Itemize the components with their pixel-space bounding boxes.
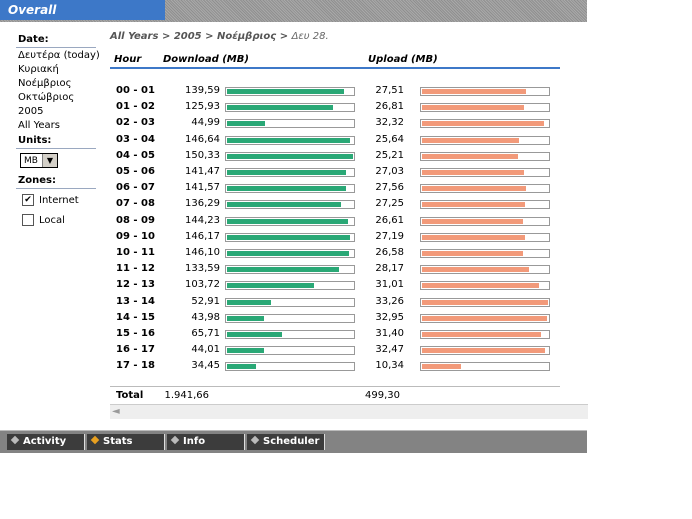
tab-label: Stats bbox=[103, 436, 133, 447]
upload-bar-fill bbox=[422, 219, 523, 224]
hour-cell: 16 - 17 bbox=[116, 344, 155, 356]
upload-cell: 32,95 bbox=[375, 311, 404, 323]
download-bar bbox=[225, 314, 355, 323]
hour-cell: 15 - 16 bbox=[116, 328, 155, 339]
download-cell: 34,45 bbox=[191, 360, 220, 372]
upload-bar bbox=[420, 152, 550, 161]
date-item-october[interactable]: Οκτώβριος bbox=[18, 92, 75, 103]
hour-cell: 09 - 10 bbox=[116, 230, 155, 242]
tab-stats[interactable] bbox=[87, 434, 165, 450]
upload-bar-fill bbox=[422, 138, 519, 143]
internet-label: Internet bbox=[39, 195, 79, 206]
download-cell: 43,98 bbox=[191, 311, 220, 323]
download-bar bbox=[225, 87, 355, 96]
hour-cell: 08 - 09 bbox=[116, 214, 155, 226]
upload-bar-fill bbox=[422, 364, 461, 369]
upload-bar-fill bbox=[422, 170, 524, 175]
hour-cell: 04 - 05 bbox=[116, 149, 155, 161]
breadcrumb-separator: > bbox=[161, 31, 171, 42]
diamond-icon bbox=[251, 436, 259, 444]
table-row bbox=[110, 99, 560, 115]
tab-scheduler[interactable] bbox=[247, 434, 325, 450]
date-item-today[interactable]: Δευτέρα (today) bbox=[18, 50, 100, 61]
upload-bar-fill bbox=[422, 154, 518, 159]
hour-cell: 13 - 14 bbox=[116, 295, 155, 307]
upload-cell: 32,32 bbox=[375, 117, 404, 129]
horizontal-scrollbar[interactable] bbox=[110, 404, 588, 419]
upload-cell: 25,64 bbox=[375, 133, 404, 145]
total-download: 1.941,66 bbox=[164, 390, 209, 401]
upload-bar bbox=[420, 346, 550, 355]
download-bar bbox=[225, 298, 355, 307]
download-bar-fill bbox=[227, 235, 350, 240]
table-row bbox=[110, 132, 560, 148]
table-row bbox=[110, 342, 560, 358]
upload-bar-fill bbox=[422, 235, 525, 240]
download-column-header: Download (MB) bbox=[163, 54, 249, 65]
table-row bbox=[110, 358, 560, 374]
scroll-left-icon[interactable]: ◄ bbox=[112, 406, 120, 417]
upload-cell: 28,17 bbox=[375, 263, 404, 275]
download-bar-fill bbox=[227, 251, 349, 256]
download-cell: 65,71 bbox=[191, 328, 220, 339]
hour-cell: 02 - 03 bbox=[116, 117, 155, 129]
download-cell: 144,23 bbox=[185, 214, 220, 226]
date-list bbox=[18, 49, 100, 133]
upload-cell: 27,25 bbox=[375, 198, 404, 210]
units-heading: Units: bbox=[18, 135, 52, 146]
zone-internet[interactable] bbox=[22, 194, 79, 208]
upload-bar-fill bbox=[422, 251, 523, 256]
breadcrumb-november[interactable]: Νοέμβριος bbox=[217, 31, 277, 42]
hour-cell: 17 - 18 bbox=[116, 360, 155, 372]
upload-cell: 31,40 bbox=[375, 328, 404, 339]
download-bar-fill bbox=[227, 89, 344, 94]
hour-cell: 11 - 12 bbox=[116, 263, 155, 275]
download-bar-fill bbox=[227, 202, 341, 207]
internet-checkbox[interactable]: ✔ bbox=[22, 194, 34, 206]
upload-cell: 27,19 bbox=[375, 230, 404, 242]
upload-bar bbox=[420, 184, 550, 193]
download-bar bbox=[225, 330, 355, 339]
breadcrumb-2005[interactable]: 2005 bbox=[173, 31, 202, 42]
download-bar-fill bbox=[227, 267, 339, 272]
download-cell: 141,47 bbox=[185, 166, 220, 177]
table-row bbox=[110, 277, 560, 293]
download-cell: 139,59 bbox=[185, 85, 220, 96]
date-heading: Date: bbox=[18, 34, 49, 45]
date-divider bbox=[16, 47, 96, 48]
table-row bbox=[110, 261, 560, 277]
upload-bar bbox=[420, 136, 550, 145]
hour-cell: 10 - 11 bbox=[116, 247, 155, 258]
upload-cell: 32,47 bbox=[375, 344, 404, 356]
table-row bbox=[110, 115, 560, 131]
zones-heading: Zones: bbox=[18, 175, 56, 186]
table-row bbox=[110, 148, 560, 164]
breadcrumb-separator: > bbox=[205, 31, 214, 42]
download-cell: 44,01 bbox=[191, 344, 220, 356]
table-row bbox=[110, 245, 560, 261]
download-bar bbox=[225, 346, 355, 355]
download-bar bbox=[225, 136, 355, 145]
upload-cell: 26,81 bbox=[375, 101, 404, 113]
download-bar-fill bbox=[227, 300, 271, 305]
upload-cell: 26,61 bbox=[375, 214, 404, 226]
zones-divider bbox=[16, 188, 96, 189]
table-row bbox=[110, 294, 560, 310]
download-bar bbox=[225, 362, 355, 371]
upload-bar bbox=[420, 168, 550, 177]
download-bar-fill bbox=[227, 170, 346, 175]
download-bar-fill bbox=[227, 186, 346, 191]
download-cell: 52,91 bbox=[191, 295, 220, 307]
upload-bar-fill bbox=[422, 283, 539, 288]
hour-cell: 06 - 07 bbox=[116, 182, 155, 194]
table-row bbox=[110, 196, 560, 212]
upload-bar bbox=[420, 314, 550, 323]
table-row bbox=[110, 310, 560, 326]
local-checkbox[interactable] bbox=[22, 214, 34, 226]
date-item-sunday[interactable]: Κυριακή bbox=[18, 64, 59, 75]
tab-label: Activity bbox=[23, 436, 67, 447]
table-row bbox=[110, 326, 560, 342]
window-title: Overall bbox=[0, 0, 165, 20]
download-bar-fill bbox=[227, 316, 264, 321]
upload-bar-fill bbox=[422, 316, 547, 321]
upload-bar-fill bbox=[422, 348, 545, 353]
hour-cell: 00 - 01 bbox=[116, 85, 155, 96]
download-bar-fill bbox=[227, 364, 256, 369]
upload-bar bbox=[420, 281, 550, 290]
download-cell: 150,33 bbox=[185, 149, 220, 161]
breadcrumb-separator: > bbox=[279, 31, 289, 42]
tab-label: Info bbox=[183, 436, 206, 447]
upload-bar bbox=[420, 362, 550, 371]
upload-bar-fill bbox=[422, 89, 526, 94]
upload-cell: 27,51 bbox=[375, 85, 404, 96]
download-bar bbox=[225, 103, 355, 112]
upload-bar-fill bbox=[422, 105, 524, 110]
upload-bar bbox=[420, 330, 550, 339]
upload-bar bbox=[420, 233, 550, 242]
date-item-all-years[interactable]: All Years bbox=[18, 120, 60, 131]
upload-cell: 26,58 bbox=[375, 247, 404, 258]
download-bar-fill bbox=[227, 154, 353, 159]
diamond-icon bbox=[11, 436, 19, 444]
download-cell: 146,17 bbox=[185, 230, 220, 242]
upload-bar-fill bbox=[422, 267, 529, 272]
upload-cell: 31,01 bbox=[375, 279, 404, 291]
table-row bbox=[110, 229, 560, 245]
units-selected-value: MB bbox=[24, 156, 38, 166]
title-bar bbox=[0, 0, 587, 22]
upload-bar-fill bbox=[422, 121, 544, 126]
download-bar bbox=[225, 119, 355, 128]
upload-bar-fill bbox=[422, 332, 541, 337]
hour-cell: 12 - 13 bbox=[116, 279, 155, 291]
table-row bbox=[110, 164, 560, 180]
upload-bar bbox=[420, 103, 550, 112]
upload-bar bbox=[420, 298, 550, 307]
total-row bbox=[110, 390, 560, 404]
download-cell: 146,64 bbox=[185, 133, 220, 145]
sidebar bbox=[0, 22, 104, 430]
total-upload: 499,30 bbox=[365, 390, 400, 401]
download-cell: 141,57 bbox=[185, 182, 220, 194]
upload-bar-fill bbox=[422, 186, 526, 191]
tab-activity[interactable] bbox=[7, 434, 85, 450]
hour-cell: 03 - 04 bbox=[116, 133, 155, 145]
hour-cell: 07 - 08 bbox=[116, 198, 155, 210]
upload-cell: 33,26 bbox=[375, 295, 404, 307]
units-divider bbox=[16, 148, 96, 149]
total-divider bbox=[110, 386, 560, 387]
zone-local[interactable] bbox=[22, 214, 65, 228]
table-row bbox=[110, 180, 560, 196]
download-bar bbox=[225, 168, 355, 177]
table-header bbox=[110, 51, 560, 69]
upload-bar-fill bbox=[422, 300, 548, 305]
breadcrumb bbox=[110, 31, 329, 42]
tab-info[interactable] bbox=[167, 434, 245, 450]
hour-cell: 05 - 06 bbox=[116, 166, 155, 177]
upload-column-header: Upload (MB) bbox=[368, 54, 438, 65]
upload-bar bbox=[420, 217, 550, 226]
upload-cell: 27,56 bbox=[375, 182, 404, 194]
table-row bbox=[110, 83, 560, 99]
download-bar-fill bbox=[227, 121, 265, 126]
download-bar bbox=[225, 281, 355, 290]
total-label: Total bbox=[116, 390, 144, 401]
download-bar-fill bbox=[227, 138, 350, 143]
upload-cell: 27,03 bbox=[375, 166, 404, 177]
download-cell: 146,10 bbox=[185, 247, 220, 258]
download-cell: 103,72 bbox=[185, 279, 220, 291]
upload-bar bbox=[420, 87, 550, 96]
upload-cell: 25,21 bbox=[375, 149, 404, 161]
download-bar-fill bbox=[227, 105, 333, 110]
download-bar-fill bbox=[227, 219, 348, 224]
download-bar bbox=[225, 265, 355, 274]
tab-label: Scheduler bbox=[263, 436, 320, 447]
diamond-icon bbox=[91, 436, 99, 444]
download-cell: 136,29 bbox=[185, 198, 220, 210]
upload-bar bbox=[420, 200, 550, 209]
date-item-2005[interactable]: 2005 bbox=[18, 106, 44, 117]
download-bar-fill bbox=[227, 283, 314, 288]
chevron-down-icon[interactable]: ▼ bbox=[42, 154, 57, 167]
upload-bar bbox=[420, 119, 550, 128]
upload-cell: 10,34 bbox=[375, 360, 404, 372]
diamond-icon bbox=[171, 436, 179, 444]
breadcrumb-all-years[interactable]: All Years bbox=[110, 31, 159, 42]
download-bar bbox=[225, 217, 355, 226]
download-bar-fill bbox=[227, 332, 282, 337]
download-bar bbox=[225, 152, 355, 161]
download-bar-fill bbox=[227, 348, 264, 353]
upload-bar bbox=[420, 249, 550, 258]
breadcrumb-current: Δευ 28. bbox=[291, 31, 329, 42]
table-row bbox=[110, 213, 560, 229]
units-select[interactable] bbox=[20, 153, 58, 168]
local-label: Local bbox=[39, 215, 65, 226]
download-bar bbox=[225, 184, 355, 193]
download-bar bbox=[225, 249, 355, 258]
download-bar bbox=[225, 233, 355, 242]
hour-column-header: Hour bbox=[114, 54, 142, 65]
hour-cell: 01 - 02 bbox=[116, 101, 155, 113]
download-bar bbox=[225, 200, 355, 209]
upload-bar bbox=[420, 265, 550, 274]
date-item-november[interactable]: Νοέμβριος bbox=[18, 78, 72, 89]
bottom-tab-bar bbox=[0, 430, 587, 453]
download-cell: 133,59 bbox=[185, 263, 220, 275]
download-cell: 44,99 bbox=[191, 117, 220, 129]
download-cell: 125,93 bbox=[185, 101, 220, 113]
upload-bar-fill bbox=[422, 202, 525, 207]
hour-cell: 14 - 15 bbox=[116, 311, 155, 323]
